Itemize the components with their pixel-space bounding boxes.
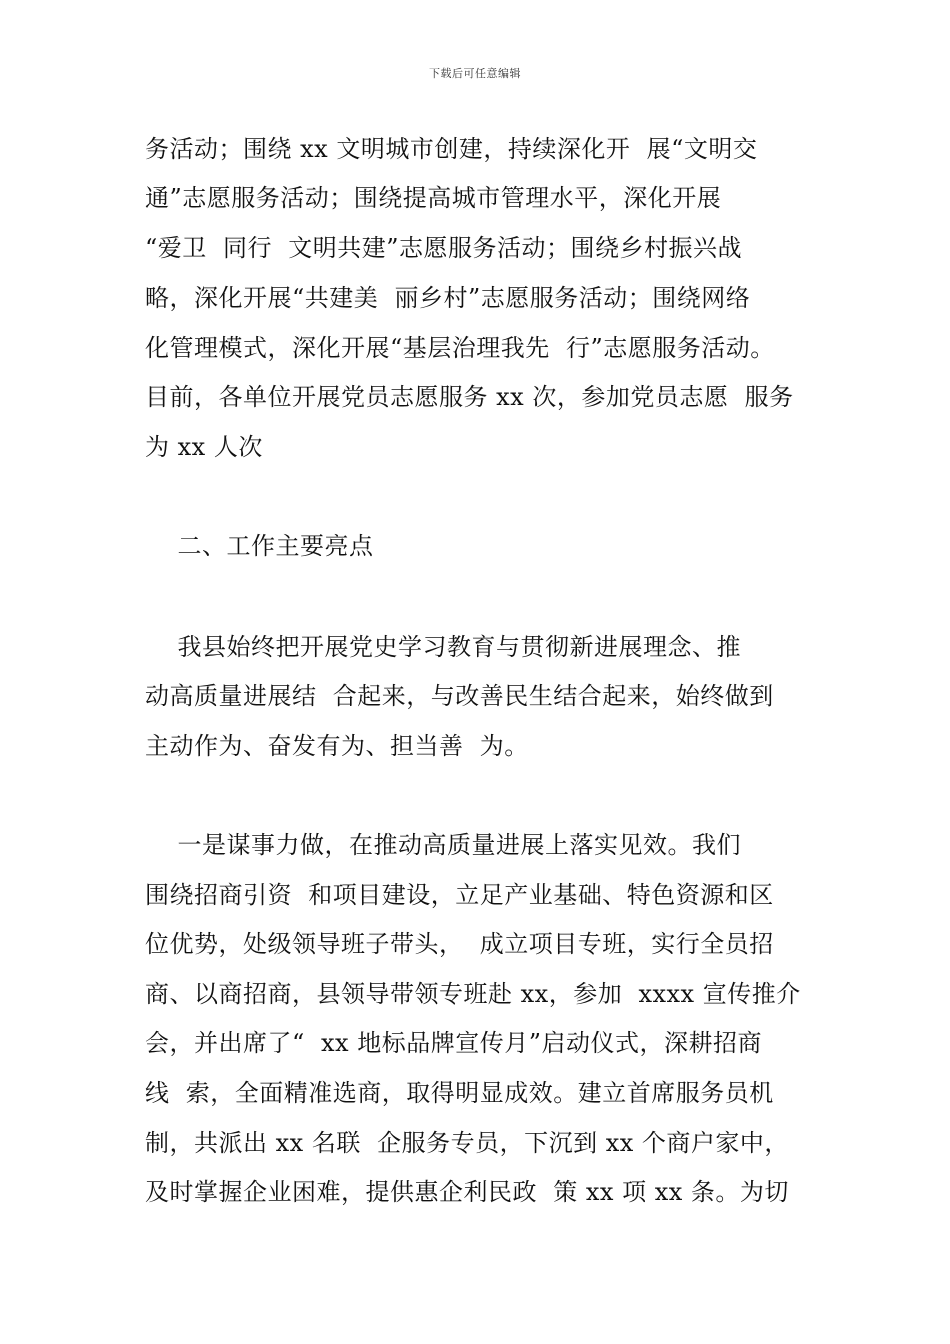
paragraph-line: 为 xx 人次 xyxy=(145,433,263,461)
paragraph-line: 我县始终把开展党史学习教育与贯彻新进展理念、推 xyxy=(145,633,742,661)
paragraph-line: 位优势，处级领导班子带头， 成立项目专班，实行全员招 xyxy=(145,930,774,958)
paragraph-line: 制，共派出 xx 名联 企服务专员，下沉到 xx 个商户家中， xyxy=(145,1129,789,1157)
paragraph-line: 目前，各单位开展党员志愿服务 xx 次，参加党员志愿 服务 xyxy=(145,383,794,411)
paragraph-line: 动高质量进展结 合起来，与改善民生结合起来，始终做到 xyxy=(145,682,774,710)
paragraph-line: 主动作为、奋发有为、担当善 为。 xyxy=(145,732,529,760)
paragraph-line: 化管理模式，深化开展“基层治理我先 行”志愿服务活动。 xyxy=(145,334,775,362)
paragraph-line: 一是谋事力做，在推动高质量进展上落实见效。我们 xyxy=(145,831,742,859)
header-note: 下载后可任意编辑 xyxy=(429,67,521,80)
paragraph-line: 通”志愿服务活动；围绕提高城市管理水平，深化开展 xyxy=(145,184,722,212)
paragraph-line: 线 索，全面精准选商，取得明显成效。建立首席服务员机 xyxy=(145,1079,774,1107)
paragraph-line: 略，深化开展“共建美 丽乡村”志愿服务活动；围绕网络 xyxy=(145,284,751,312)
paragraph-line: 围绕招商引资 和项目建设，立足产业基础、特色资源和区 xyxy=(145,881,774,909)
paragraph-line: 及时掌握企业困难，提供惠企利民政 策 xx 项 xx 条。为切 xyxy=(145,1178,789,1206)
section-heading: 二、工作主要亮点 xyxy=(145,532,374,560)
paragraph-line: 会，并出席了“ xx 地标品牌宣传月”启动仪式，深耕招商 xyxy=(145,1029,762,1057)
paragraph-line: “爱卫 同行 文明共建”志愿服务活动；围绕乡村振兴战 xyxy=(145,234,743,262)
paragraph-line: 务活动；围绕 xx 文明城市创建，持续深化开 展“文明交 xyxy=(145,135,758,163)
paragraph-line: 商、以商招商，县领导带领专班赴 xx，参加 xxxx 宣传推介 xyxy=(145,980,801,1008)
